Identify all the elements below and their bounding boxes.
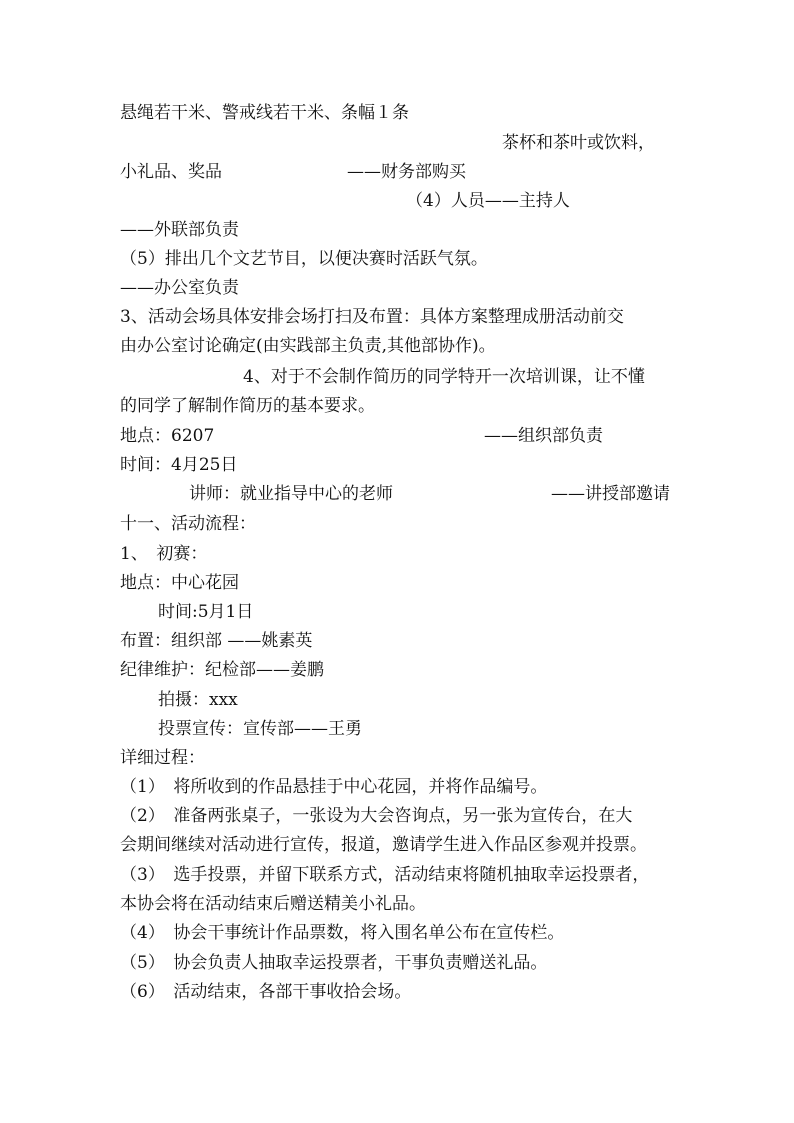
process-step-6: （6） 活动结束，各部干事收拾会场。 xyxy=(120,982,412,1002)
outreach-dept-line: ——外联部负责 xyxy=(120,220,239,240)
process-step-5: （5） 协会负责人抽取幸运投票者，干事负责赠送礼品。 xyxy=(120,953,548,973)
preliminary-round-heading: 1、 初赛： xyxy=(120,544,208,564)
photography-line: 拍摄：xxx xyxy=(158,690,238,710)
materials-line: 悬绳若干米、警戒线若干米、条幅１条 xyxy=(120,103,409,123)
finance-dept-line: ——财务部购买 xyxy=(347,162,466,182)
prelim-location: 地点：中心花园 xyxy=(120,573,239,593)
layout-line: 布置：组织部 ——姚素英 xyxy=(120,631,313,651)
process-step-3: （3） 选手投票，并留下联系方式，活动结束将随机抽取幸运投票者， xyxy=(120,865,650,885)
organization-dept-line: ——组织部负责 xyxy=(484,426,603,446)
section-heading-process: 十一、活动流程： xyxy=(120,514,256,534)
personnel-line: （4）人员——主持人 xyxy=(406,191,570,211)
performances-line: （5）排出几个文艺节目，以便决赛时活跃气氛。 xyxy=(120,249,488,269)
resume-training-cont: 的同学了解制作简历的基本要求。 xyxy=(120,396,375,416)
venue-arrangement-cont: 由办公室讨论确定(由实践部主负责,其他部协作)。 xyxy=(120,336,496,356)
lecturer-line: 讲师：就业指导中心的老师 xyxy=(189,484,393,504)
office-dept-line: ——办公室负责 xyxy=(120,278,239,298)
detailed-process-heading: 详细过程： xyxy=(120,748,205,768)
process-step-2-cont: 会期间继续对活动进行宣传，报道，邀请学生进入作品区参观并投票。 xyxy=(120,835,647,855)
process-step-3-cont: 本协会将在活动结束后赠送精美小礼品。 xyxy=(120,894,426,914)
process-step-4: （4） 协会干事统计作品票数，将入围名单公布在宣传栏。 xyxy=(120,923,565,943)
gifts-line: 小礼品、奖品 xyxy=(120,162,222,182)
training-time: 时间：4月25日 xyxy=(120,455,238,475)
process-step-2: （2） 准备两张桌子，一张设为大会咨询点，另一张为宣传台，在大 xyxy=(120,806,633,826)
drinks-line: 茶杯和茶叶或饮料， xyxy=(502,133,655,153)
process-step-1: （1） 将所收到的作品悬挂于中心花园，并将作品编号。 xyxy=(120,777,548,797)
training-location: 地点：6207 xyxy=(120,426,215,446)
resume-training-line: 4、对于不会制作简历的同学特开一次培训课，让不懂 xyxy=(243,367,645,387)
discipline-line: 纪律维护：纪检部——姜鹏 xyxy=(120,660,324,680)
teaching-dept-line: ——讲授部邀请 xyxy=(551,484,670,504)
vote-promotion-line: 投票宣传：宣传部——王勇 xyxy=(158,719,362,739)
venue-arrangement-line: 3、活动会场具体安排会场打扫及布置：具体方案整理成册活动前交 xyxy=(120,307,624,327)
prelim-time: 时间:5月1日 xyxy=(158,602,254,622)
